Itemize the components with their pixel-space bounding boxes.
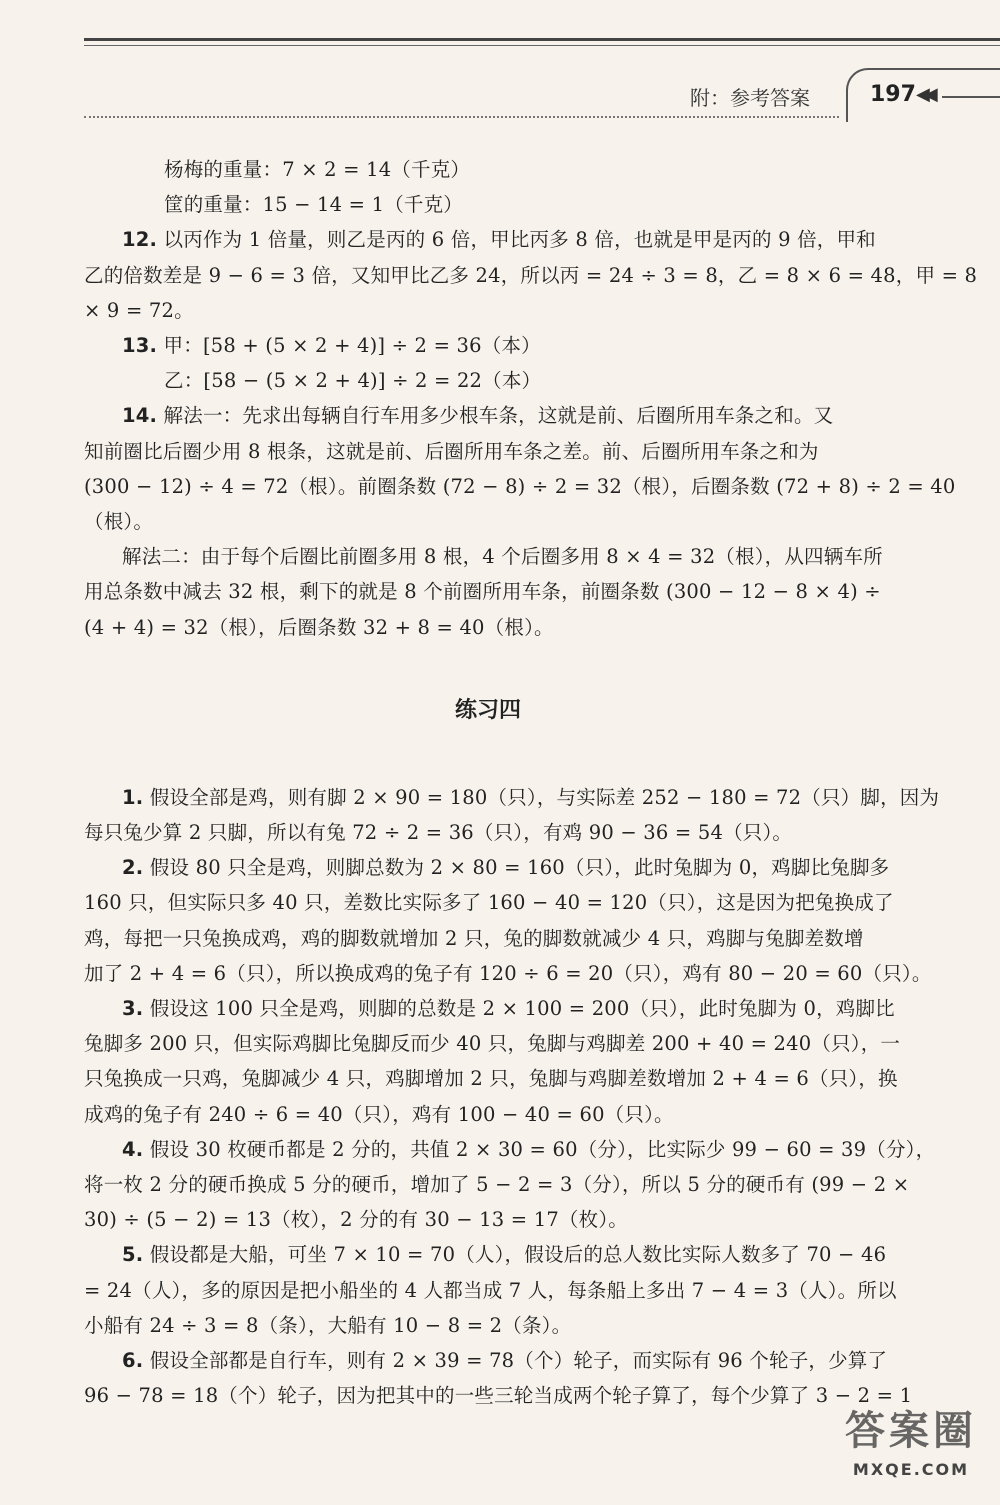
text-line [84, 222, 892, 257]
line-text: 杨梅的重量：7 × 2 = 14（千克） [164, 158, 471, 181]
watermark-top-text: 答案圈 [845, 1408, 977, 1454]
line-text: 用总条数中减去 32 根，剩下的就是 8 个前圈所用车条，前圈条数 (300 − 12 − 8 × 4) ÷ [84, 580, 881, 604]
watermark-logo [836, 1399, 986, 1497]
header-arrow-line [942, 96, 1000, 98]
line-text: 假设都是大船，可坐 7 × 10 = 70（人），假设后的总人数比实际人数多了 70 − 46 [143, 1243, 887, 1267]
line-text: 兔脚多 200 只，但实际鸡脚比兔脚反而少 40 只，兔脚与鸡脚差 200 + 40 = 240（只），一 [84, 1032, 901, 1056]
text-line [84, 328, 892, 363]
header-dotted-divider [84, 116, 839, 118]
text-line [84, 1378, 913, 1413]
text-line [84, 258, 978, 293]
text-line [84, 1132, 936, 1167]
line-text: 小船有 24 ÷ 3 = 8（条），大船有 10 − 8 = 2（条）。 [84, 1313, 572, 1337]
text-line [84, 504, 892, 539]
text-line [84, 187, 892, 222]
line-text: 乙：[58 − (5 × 2 + 4)] ÷ 2 = 22（本） [164, 369, 542, 393]
answers-block-top [84, 152, 978, 645]
line-text: 甲：[58 + (5 × 2 + 4)] ÷ 2 = 36（本） [157, 334, 541, 358]
line-text: 只兔换成一只鸡，兔脚减少 4 只，鸡脚增加 2 只，兔脚与鸡脚差数增加 2 + 4 = 6（只），换 [84, 1067, 898, 1091]
text-line [84, 780, 940, 815]
double-arrow-icon: ◀◀ [916, 84, 932, 105]
text-line [84, 1026, 901, 1061]
question-number: 5. [122, 1243, 144, 1267]
text-line [84, 1237, 892, 1272]
text-line [84, 956, 932, 991]
line-text: (300 − 12) ÷ 4 = 72（根）。前圈条数 (72 − 8) ÷ 2 = 32（根），后圈条数 (72 + 8) ÷ 2 = 40 [84, 474, 956, 498]
text-line [84, 574, 892, 609]
text-line [84, 1202, 892, 1237]
text-line [84, 991, 895, 1026]
text-line [84, 815, 892, 850]
text-line [84, 1097, 892, 1132]
line-text: 假设 80 只全是鸡，则脚总数为 2 × 80 = 160（只），此时兔脚为 0，鸡脚比兔脚多 [143, 856, 890, 880]
header-rule-thin [84, 45, 1000, 46]
line-text: 96 − 78 = 18（个）轮子，因为把其中的一些三轮当成两个轮子算了，每个少算了 3 − 2 = 1 [84, 1384, 913, 1408]
line-text: 解法二：由于每个后圈比前圈多用 8 根，4 个后圈多用 8 × 4 = 32（根），从四辆车所 [122, 545, 883, 569]
text-line [84, 152, 892, 187]
text-line [84, 539, 892, 574]
question-number: 14. [122, 404, 158, 428]
line-text: 成鸡的兔子有 240 ÷ 6 = 40（只），鸡有 100 − 40 = 60（只）。 [84, 1102, 674, 1126]
line-text: （根）。 [84, 510, 154, 534]
watermark-bottom-text: MXQE.COM [852, 1460, 970, 1479]
line-text: × 9 = 72。 [84, 298, 194, 322]
line-text: 假设 30 枚硬币都是 2 分的，共值 2 × 30 = 60（分），比实际少 99 − 60 = 39（分）， [143, 1137, 936, 1161]
line-text: 加了 2 + 4 = 6（只），所以换成鸡的兔子有 120 ÷ 6 = 20（只），鸡有 80 − 20 = 60（只）。 [84, 961, 932, 985]
line-text: 以丙作为 1 倍量，则乙是丙的 6 倍，甲比丙多 8 倍，也就是甲是丙的 9 倍，甲和 [157, 228, 876, 252]
text-line [84, 1167, 910, 1202]
text-line [84, 1061, 898, 1096]
text-line [84, 610, 892, 645]
line-text: 知前圈比后圈少用 8 根条，这就是前、后圈所用车条之差。前、后圈所用车条之和为 [84, 439, 819, 463]
line-text: (4 + 4) = 32（根），后圈条数 32 + 8 = 40（根）。 [84, 615, 554, 639]
page-number: 197 [870, 82, 916, 107]
line-text: 解法一：先求出每辆自行车用多少根车条，这就是前、后圈所用车条之和。又 [157, 404, 834, 428]
line-text: 将一枚 2 分的硬币换成 5 分的硬币，增加了 5 − 2 = 3（分），所以 5 分的硬币有 (99 − 2 × [84, 1173, 910, 1197]
line-text: 假设全部都是自行车，则有 2 × 39 = 78（个）轮子，而实际有 96 个轮子，少算了 [143, 1349, 888, 1373]
question-number: 2. [122, 856, 144, 880]
text-line [84, 469, 956, 504]
text-line [84, 850, 892, 885]
section-title: 练习四 [454, 697, 521, 723]
text-line [84, 885, 892, 920]
header-rule-thick [84, 38, 1000, 41]
question-number: 4. [122, 1137, 144, 1161]
line-text: = 24（人），多的原因是把小船坐的 4 人都当成 7 人，每条船上多出 7 − 4 = 3（人）。所以 [84, 1278, 897, 1302]
text-line [84, 398, 892, 433]
question-number: 12. [122, 228, 158, 252]
question-number: 1. [122, 785, 144, 809]
text-line [84, 363, 892, 398]
text-line [84, 1343, 892, 1378]
line-text: 160 只，但实际只多 40 只，差数比实际多了 160 − 40 = 120（只），这是因为把兔换成了 [84, 891, 894, 915]
question-number: 3. [122, 997, 144, 1021]
line-text: 筐的重量：15 − 14 = 1（千克） [164, 193, 464, 217]
page-content [84, 152, 978, 1414]
text-line [84, 921, 892, 956]
question-number: 6. [122, 1349, 144, 1373]
question-number: 13. [122, 334, 158, 358]
line-text: 假设全部是鸡，则有脚 2 × 90 = 180（只），与实际差 252 − 180 = 72（只）脚，因为 [143, 785, 940, 809]
text-line [84, 1308, 892, 1343]
answers-block-bottom [84, 780, 940, 1414]
text-line [84, 434, 892, 469]
text-line [84, 1273, 897, 1308]
line-text: 乙的倍数差是 9 − 6 = 3 倍，又知甲比乙多 24，所以丙 = 24 ÷ 3 = 8，乙 = 8 × 6 = 48，甲 = 8 [84, 263, 978, 287]
line-text: 30) ÷ (5 − 2) = 13（枚），2 分的有 30 − 13 = 17（枚）。 [84, 1208, 628, 1232]
line-text: 假设这 100 只全是鸡，则脚的总数是 2 × 100 = 200（只），此时兔脚为 0，鸡脚比 [143, 997, 895, 1021]
header-section-label: 附：参考答案 [690, 86, 810, 110]
line-text: 每只兔少算 2 只脚，所以有兔 72 ÷ 2 = 36（只），有鸡 90 − 36 = 54（只）。 [84, 821, 793, 845]
text-line [84, 293, 892, 328]
line-text: 鸡，每把一只兔换成鸡，鸡的脚数就增加 2 只，兔的脚数就减少 4 只，鸡脚与兔脚差数增 [84, 926, 864, 950]
